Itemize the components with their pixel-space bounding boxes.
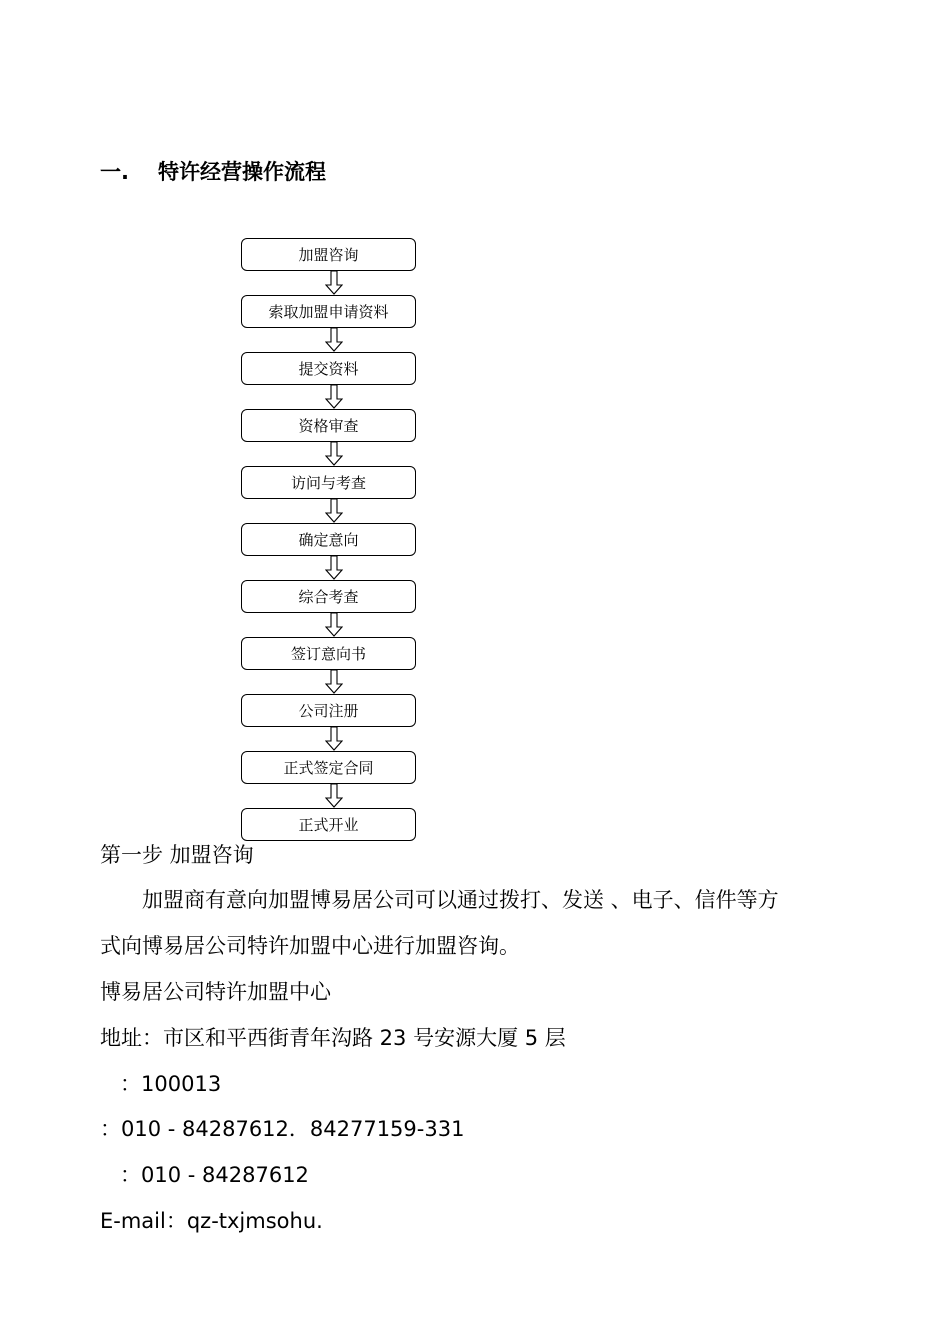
- flow-step: 确定意向: [241, 523, 416, 556]
- flow-step: 索取加盟申请资料: [241, 295, 416, 328]
- flow-step: 资格审查: [241, 409, 416, 442]
- flow-arrow-icon: [325, 499, 343, 523]
- flow-arrow-icon: [325, 727, 343, 751]
- section-number: 一.: [100, 160, 129, 184]
- flow-arrow-icon: [325, 556, 343, 580]
- section-title: 特许经营操作流程: [158, 160, 326, 184]
- flow-step: 公司注册: [241, 694, 416, 727]
- flow-arrow-icon: [325, 385, 343, 409]
- flow-step: 提交资料: [241, 352, 416, 385]
- flow-arrow-icon: [325, 442, 343, 466]
- flow-arrow-icon: [325, 271, 343, 295]
- flow-arrow-icon: [325, 328, 343, 352]
- flow-step: 正式签定合同: [241, 751, 416, 784]
- flow-arrow-icon: [325, 613, 343, 637]
- para1-line2: 式向博易居公司特许加盟中心进行加盟咨询。: [100, 934, 520, 958]
- flowchart: [240, 237, 420, 847]
- phone-line: ：010 - 84287612．84277159-331: [100, 1117, 465, 1141]
- flow-step: 综合考查: [241, 580, 416, 613]
- para1-line1: 加盟商有意向加盟博易居公司可以通过拨打、发送 、电子、信件等方: [142, 888, 779, 912]
- flow-arrow-icon: [325, 670, 343, 694]
- fax-line: ：010 - 84287612: [100, 1163, 309, 1187]
- section-heading: [100, 156, 326, 186]
- flow-step: 正式开业: [241, 808, 416, 841]
- flow-step: 访问与考查: [241, 466, 416, 499]
- postcode-line: ：100013: [100, 1072, 222, 1096]
- step1-title: 第一步 加盟咨询: [100, 843, 254, 867]
- center-name: 博易居公司特许加盟中心: [100, 980, 331, 1004]
- flow-step: 签订意向书: [241, 637, 416, 670]
- flow-step: 加盟咨询: [241, 238, 416, 271]
- address-line: 地址：市区和平西街青年沟路 23 号安源大厦 5 层: [100, 1026, 566, 1050]
- flow-arrow-icon: [325, 784, 343, 808]
- email-line: E-mail：qz-txjmsohu.: [100, 1209, 323, 1233]
